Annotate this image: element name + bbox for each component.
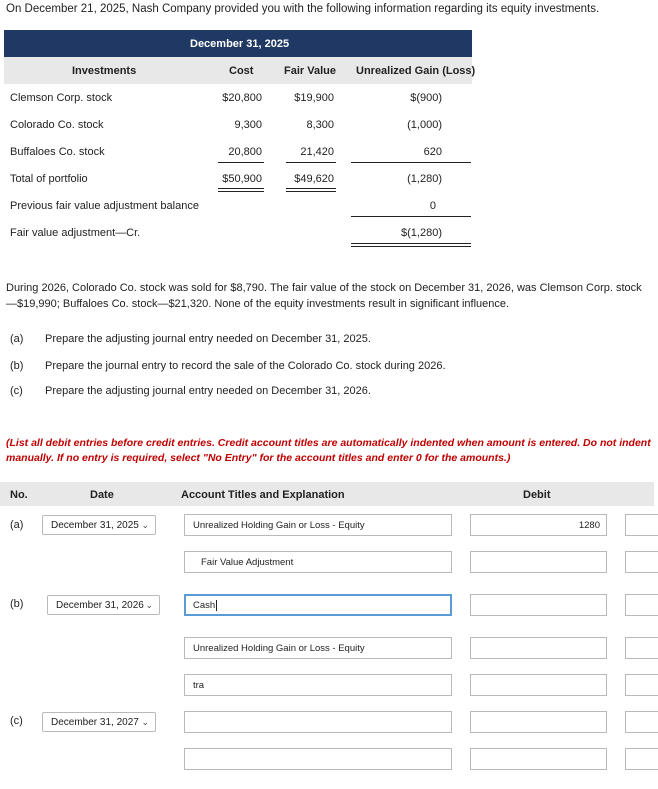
underline [218, 162, 264, 163]
double-underline [218, 191, 264, 192]
req-text: Prepare the adjusting journal entry needed on December 31, 2026. [45, 385, 371, 397]
col-unrealized: Unrealized Gain (Loss) [356, 65, 476, 77]
double-underline [351, 243, 471, 244]
table-date-header: December 31, 2025 [190, 38, 290, 50]
row-label: Previous fair value adjustment balance [10, 200, 199, 212]
row-label: Fair value adjustment—Cr. [10, 227, 141, 239]
entry-no: (a) [10, 519, 24, 531]
col-debit: Debit [523, 489, 551, 501]
date-select-value: December 31, 2026 [56, 600, 144, 611]
entry-no: (b) [10, 598, 24, 610]
underline [351, 216, 471, 217]
account-input[interactable] [184, 711, 452, 733]
table-date-header-bar [4, 30, 472, 57]
credit-input[interactable] [625, 551, 658, 573]
row-label: Clemson Corp. stock [10, 92, 113, 104]
row-cost: $20,800 [222, 92, 262, 104]
row-fair: 8,300 [306, 119, 334, 131]
row-cost: 20,800 [228, 146, 262, 158]
col-date: Date [90, 489, 114, 501]
col-cost: Cost [229, 65, 254, 77]
entry-no: (c) [10, 715, 23, 727]
debit-input[interactable] [470, 594, 607, 616]
debit-input[interactable]: 1280 [470, 514, 607, 536]
col-no: No. [10, 489, 28, 501]
col-fair-value: Fair Value [284, 65, 336, 77]
row-gain: 620 [423, 146, 442, 158]
account-input[interactable]: Unrealized Holding Gain or Loss - Equity [184, 514, 452, 536]
double-underline [286, 191, 336, 192]
credit-input[interactable] [625, 674, 658, 696]
date-select[interactable] [47, 595, 160, 615]
req-letter: (a) [10, 333, 24, 345]
row-cost: $50,900 [222, 173, 262, 185]
credit-input[interactable] [625, 514, 658, 536]
credit-input[interactable] [625, 594, 658, 616]
underline [286, 162, 336, 163]
account-input[interactable] [184, 748, 452, 770]
account-input-value: Cash [193, 600, 216, 612]
underline [351, 162, 471, 163]
row-fair: 21,420 [300, 146, 334, 158]
row-gain: (1,000) [407, 119, 442, 131]
chevron-down-icon: ⌄ [145, 600, 153, 610]
credit-input[interactable] [625, 637, 658, 659]
account-input[interactable]: Fair Value Adjustment [184, 551, 452, 573]
row-label: Buffaloes Co. stock [10, 146, 105, 158]
credit-input[interactable] [625, 711, 658, 733]
account-input[interactable] [184, 594, 452, 616]
row-gain: 0 [429, 200, 436, 212]
debit-input[interactable] [470, 748, 607, 770]
col-investments: Investments [72, 65, 137, 77]
date-select-value: December 31, 2027 [51, 717, 139, 728]
debit-input[interactable] [470, 551, 607, 573]
text-cursor [216, 600, 217, 611]
credit-input[interactable] [625, 748, 658, 770]
date-select[interactable] [42, 515, 156, 535]
problem-paragraph: During 2026, Colorado Co. stock was sold for $8,790. The fair value of the stock on December 31, 2026, was Clemson Corp. stock—$19,990; Buffaloes Co. stock—$21,320. None of the equity investments result in significant influence. [6, 282, 642, 310]
row-fair: $49,620 [294, 173, 334, 185]
row-label: Colorado Co. stock [10, 119, 104, 131]
intro-text: On December 21, 2025, Nash Company provided you with the following information regarding its equity investments. [6, 3, 600, 15]
date-select-value: December 31, 2025 [51, 520, 139, 531]
row-gain: (1,280) [407, 173, 442, 185]
chevron-down-icon: ⌄ [141, 717, 149, 727]
instruction-note: (List all debit entries before credit entries. Credit account titles are automatically indented when amount is entered. Do not indent manually. If no entry is required, select "No Entry" for the account titles and enter 0 for the amounts.) [6, 437, 651, 464]
req-text: Prepare the adjusting journal entry needed on December 31, 2025. [45, 333, 371, 345]
req-letter: (c) [10, 385, 23, 397]
row-fair: $19,900 [294, 92, 334, 104]
row-label: Total of portfolio [10, 173, 88, 185]
double-underline [351, 246, 471, 247]
row-cost: 9,300 [234, 119, 262, 131]
req-letter: (b) [10, 360, 24, 372]
double-underline [286, 188, 336, 189]
req-text: Prepare the journal entry to record the sale of the Colorado Co. stock during 2026. [45, 360, 446, 372]
account-input[interactable]: Unrealized Holding Gain or Loss - Equity [184, 637, 452, 659]
row-gain: $(1,280) [401, 227, 442, 239]
double-underline [218, 188, 264, 189]
debit-input[interactable] [470, 674, 607, 696]
debit-input[interactable] [470, 637, 607, 659]
chevron-down-icon: ⌄ [141, 520, 149, 530]
row-gain: $(900) [410, 92, 442, 104]
col-account: Account Titles and Explanation [181, 489, 345, 501]
debit-input[interactable] [470, 711, 607, 733]
account-input[interactable]: tra [184, 674, 452, 696]
date-select[interactable] [42, 712, 156, 732]
